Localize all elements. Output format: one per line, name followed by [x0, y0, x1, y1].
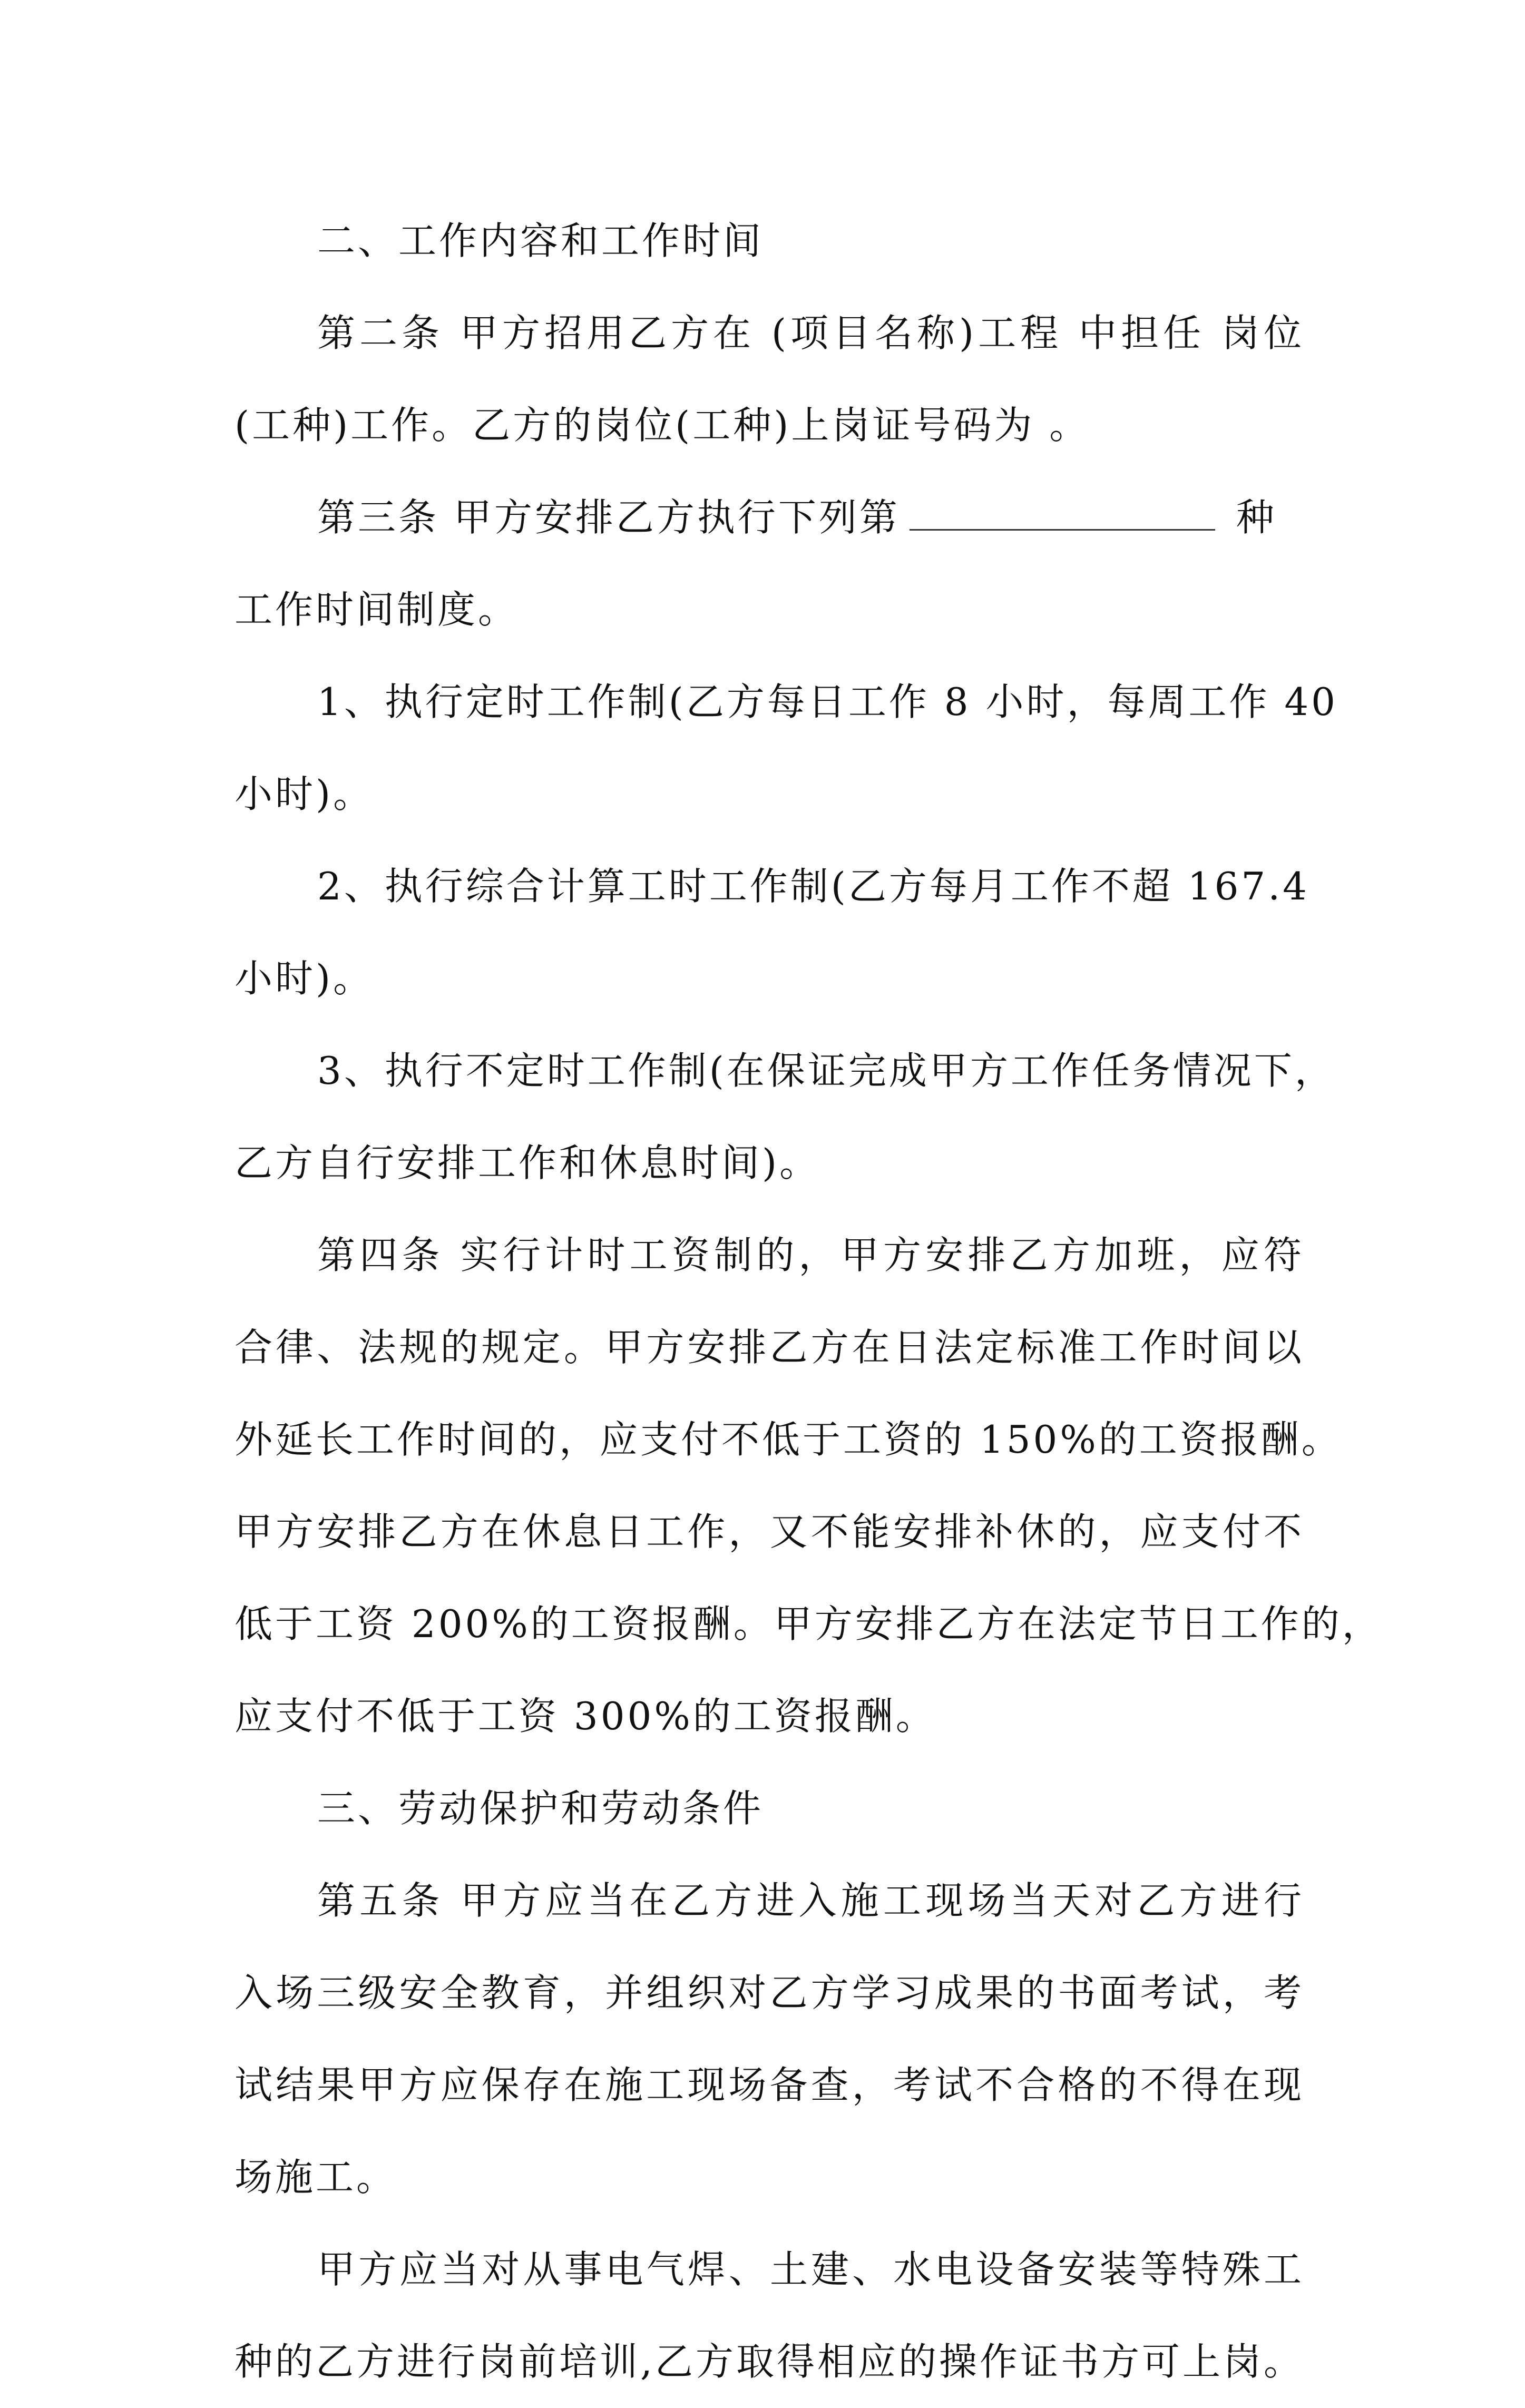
item-2-line-1: 2、执行综合计算工时工作制(乙方每月工作不超 167.4 [317, 864, 1309, 908]
article-5-line-4: 场施工。 [234, 2155, 397, 2199]
contract-body [234, 195, 1383, 2408]
item-3-line-2: 乙方自行安排工作和休息时间)。 [234, 1141, 820, 1185]
item-1-line-2: 小时)。 [234, 772, 374, 816]
training-paragraph-line-2: 种的乙方进行岗前培训,乙方取得相应的操作证书方可上岗。 [234, 2340, 1304, 2384]
item-2-line-2: 小时)。 [234, 956, 374, 1001]
fill-in-blank-line [910, 496, 1215, 531]
item-1-line-1: 1、执行定时工作制(乙方每日工作 8 小时，每周工作 40 [317, 680, 1338, 724]
article-3-line-2: 工作时间制度。 [234, 588, 519, 632]
article-3-text-after-blank: 种 [1236, 495, 1277, 540]
article-3-text-before-blank: 第三条 甲方安排乙方执行下列第 [317, 495, 900, 540]
article-4-line-4: 甲方安排乙方在休息日工作，又不能安排补休的，应支付不 [234, 1510, 1304, 1554]
article-2-line-1: 第二条 甲方招用乙方在 (项目名称)工程 中担任 岗位 [317, 311, 1304, 355]
article-3-line-1 [234, 472, 1304, 564]
training-paragraph-line-1: 甲方应当对从事电气焊、土建、水电设备安装等特殊工 [317, 2247, 1304, 2292]
section-heading-work-content-and-hours: 二、工作内容和工作时间 [317, 219, 764, 263]
section-heading-labor-protection: 三、劳动保护和劳动条件 [317, 1786, 764, 1831]
article-5-line-3: 试结果甲方应保存在施工现场备查，考试不合格的不得在现 [234, 2063, 1304, 2107]
article-4-line-1: 第四条 实行计时工资制的，甲方安排乙方加班，应符 [317, 1233, 1304, 1277]
item-3-line-1: 3、执行不定时工作制(在保证完成甲方工作任务情况下， [317, 1049, 1335, 1093]
article-4-line-5: 低于工资 200%的工资报酬。甲方安排乙方在法定节日工作的， [234, 1602, 1383, 1646]
article-4-line-6: 应支付不低于工资 300%的工资报酬。 [234, 1694, 936, 1738]
article-4-line-2: 合律、法规的规定。甲方安排乙方在日法定标准工作时间以 [234, 1325, 1304, 1369]
article-5-line-2: 入场三级安全教育，并组织对乙方学习成果的书面考试，考 [234, 1971, 1304, 2015]
article-2-line-2: (工种)工作。乙方的岗位(工种)上岗证号码为 。 [234, 403, 1090, 447]
article-5-line-1: 第五条 甲方应当在乙方进入施工现场当天对乙方进行 [317, 1878, 1304, 1923]
article-4-line-3: 外延长工作时间的，应支付不低于工资的 150%的工资报酬。 [234, 1417, 1342, 1462]
